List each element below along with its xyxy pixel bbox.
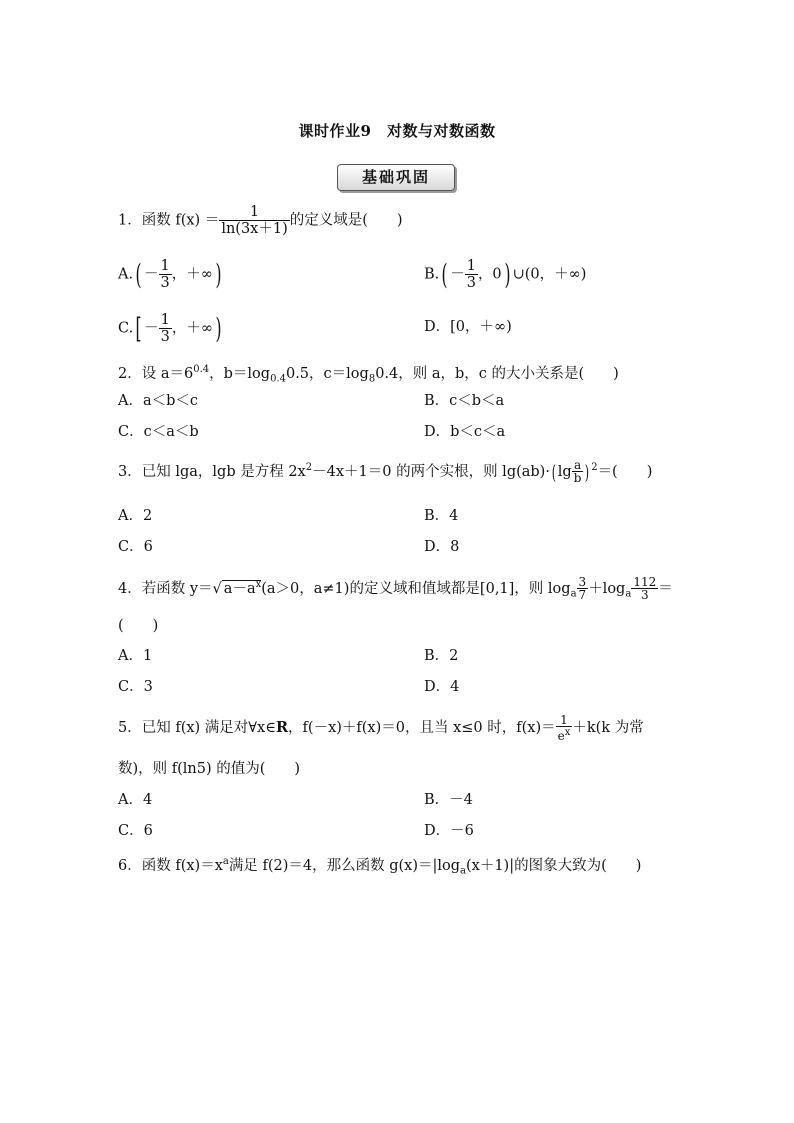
right-paren-icon: ) <box>215 311 222 345</box>
q1-fraction <box>219 204 289 237</box>
left-bracket-icon: [ <box>135 311 142 345</box>
q1-optc-den: 3 <box>160 329 170 345</box>
q4-f1-den: 7 <box>578 588 587 603</box>
q2-option-a: A．a＜b＜c <box>118 393 199 409</box>
q1-optb-tail: ，0 <box>477 266 502 283</box>
left-paren-icon: ( <box>441 257 448 291</box>
q5-option-d: D．－6 <box>424 823 474 839</box>
q2-sub2: 8 <box>368 373 376 385</box>
q5-frac-den: e <box>557 729 565 743</box>
q3-text-c: ＝( ) <box>597 463 653 480</box>
q1-option-c: C.[ － $\frac{1}{3}$ ，＋∞) <box>118 311 222 345</box>
q1-opta-den: 3 <box>160 275 170 291</box>
q3-option-a: A．2 <box>118 508 153 524</box>
q3-option-b: B．4 <box>424 508 459 524</box>
q1-frac-den: ln(3x＋1) <box>221 221 288 237</box>
q5-frac-den-exp: x <box>564 727 571 738</box>
sqrt-icon: √ <box>212 580 222 597</box>
q5-option-b: B．－4 <box>424 792 473 808</box>
q5-text-b: ，f(－x)＋f(x)＝0，且当 x≤0 时，f(x)＝ <box>288 720 556 736</box>
q4-f1-num: 3 <box>578 575 587 590</box>
q4-plus: ＋log <box>588 580 626 597</box>
q2-option-b: B．c＜b＜a <box>424 393 505 409</box>
q6-exp: a <box>222 856 229 867</box>
q3-text-a: 已知 lga，lgb 是方程 2x <box>141 463 306 480</box>
q4-text-a: 若函数 y＝ <box>141 580 213 597</box>
q3-text-b: －4x＋1＝0 的两个实根，则 lg(ab)· <box>312 463 550 480</box>
right-paren-icon: ) <box>585 459 590 484</box>
q1-optb-rest: ∪(0，＋∞) <box>512 266 587 283</box>
question-4 <box>118 575 673 605</box>
q4-sub-a: a <box>570 588 577 600</box>
q1-opta-fraction <box>159 258 172 291</box>
q1-option-d: D．[0，＋∞) <box>424 319 512 335</box>
q5-fraction <box>556 714 573 742</box>
q1-optb-label: B. <box>424 266 440 283</box>
left-paren-icon: ( <box>551 459 557 484</box>
q4-blank: ( ) <box>118 618 159 634</box>
q1-optb-num: 1 <box>466 258 476 274</box>
q4-text-b: (a＞0，a≠1)的定义域和值域都是[0,1]，则 log <box>261 580 571 597</box>
q4-option-d: D．4 <box>424 679 460 695</box>
q1-frac-num: 1 <box>219 204 289 221</box>
q1-optc-fraction <box>159 312 172 345</box>
q1-opta-num: 1 <box>160 258 170 274</box>
q5-text-c: ＋k(k 为常 <box>572 720 644 736</box>
q5-frac-den-wrap <box>556 727 573 742</box>
q1-optc-label: C. <box>118 320 134 337</box>
q6-text-b: 满足 f(2)＝4，那么函数 g(x)＝|log <box>228 857 461 874</box>
q4-fraction-2 <box>631 576 658 601</box>
q5-frac-num: 1 <box>556 714 573 727</box>
q2-sub1: 0.4 <box>270 373 286 385</box>
question-2 <box>118 360 619 390</box>
q3-square: 2 <box>305 462 313 473</box>
q2-option-d: D．b＜c＜a <box>424 424 506 440</box>
q1-optb-den: 3 <box>466 275 476 291</box>
q1-optc-num: 1 <box>160 312 170 328</box>
q1-stem-b: 的定义域是( ) <box>289 212 403 229</box>
q5-text-a: 已知 f(x) 满足对∀x∈ <box>141 720 276 736</box>
q3-fraction <box>572 459 584 484</box>
q6-number: 6． <box>118 857 142 874</box>
q3-frac-den: b <box>573 471 582 486</box>
q4-eq: ＝ <box>658 580 673 597</box>
page-title: 课时作业9 对数与对数函数 <box>298 122 496 140</box>
q1-opta-tail: ，＋∞ <box>171 266 213 283</box>
q1-option-a: A.( － $\frac{1}{3}$ ，＋∞) <box>118 257 222 291</box>
q5-number: 5． <box>118 720 142 736</box>
q2-option-c: C．c＜a＜b <box>118 424 199 440</box>
q3-frac-num: a <box>572 459 584 472</box>
q5-option-a: A．4 <box>118 792 153 808</box>
q3-option-d: D．8 <box>424 539 460 555</box>
q4-radicand <box>222 580 261 597</box>
q3-option-c: C．6 <box>118 539 153 555</box>
right-paren-icon: ) <box>504 257 511 291</box>
q4-fraction-1 <box>577 576 589 601</box>
q1-optb-fraction <box>465 258 478 291</box>
q1-number: 1． <box>118 212 142 229</box>
q2-text-c: 0.5，c＝log <box>285 365 369 382</box>
q4-f2-den: 3 <box>640 588 649 603</box>
q6-text-c: (x＋1)|的图象大致为( ) <box>466 857 642 874</box>
right-paren-icon: ) <box>215 257 222 291</box>
q3-lg: lg <box>557 463 572 480</box>
q5-line-2: 数)，则 f(ln5) 的值为( ) <box>118 761 301 777</box>
q4-option-b: B．2 <box>424 648 459 664</box>
q1-option-b: B.( － $\frac{1}{3}$ ，0) ∪(0，＋∞) <box>424 257 587 291</box>
section-banner: 基础巩固 <box>337 164 455 191</box>
q6-text-a: 函数 f(x)＝x <box>141 857 223 874</box>
q1-stem-a: 函数 f(x) ＝ <box>141 212 220 229</box>
q4-number: 4． <box>118 580 142 597</box>
q2-text-a: 设 a＝6 <box>141 365 194 382</box>
q4-option-a: A．1 <box>118 648 153 664</box>
q2-text-b: ，b＝log <box>209 365 271 382</box>
q3-power: 2 <box>591 462 598 473</box>
question-5 <box>118 714 644 742</box>
question-6 <box>118 852 641 882</box>
q4-sub-b: a <box>625 588 632 600</box>
q1-opta-label: A. <box>118 266 134 283</box>
q6-sub: a <box>460 865 466 877</box>
q5-bold-r: R <box>275 719 289 736</box>
q2-number: 2． <box>118 365 142 382</box>
q4-radicand-a: a－a <box>223 580 256 597</box>
q4-radicand-exp: x <box>255 579 262 590</box>
q5-option-c: C．6 <box>118 823 153 839</box>
q2-text-d: 0.4，则 a，b，c 的大小关系是( ) <box>375 365 619 382</box>
question-3 <box>118 458 652 484</box>
q4-f2-num: 112 <box>633 575 657 590</box>
left-paren-icon: ( <box>135 257 142 291</box>
q3-number: 3． <box>118 463 142 480</box>
q4-option-c: C．3 <box>118 679 153 695</box>
q1-optc-tail: ，＋∞ <box>171 320 213 337</box>
q2-exp: 0.4 <box>193 364 210 375</box>
question-1 <box>118 204 403 237</box>
